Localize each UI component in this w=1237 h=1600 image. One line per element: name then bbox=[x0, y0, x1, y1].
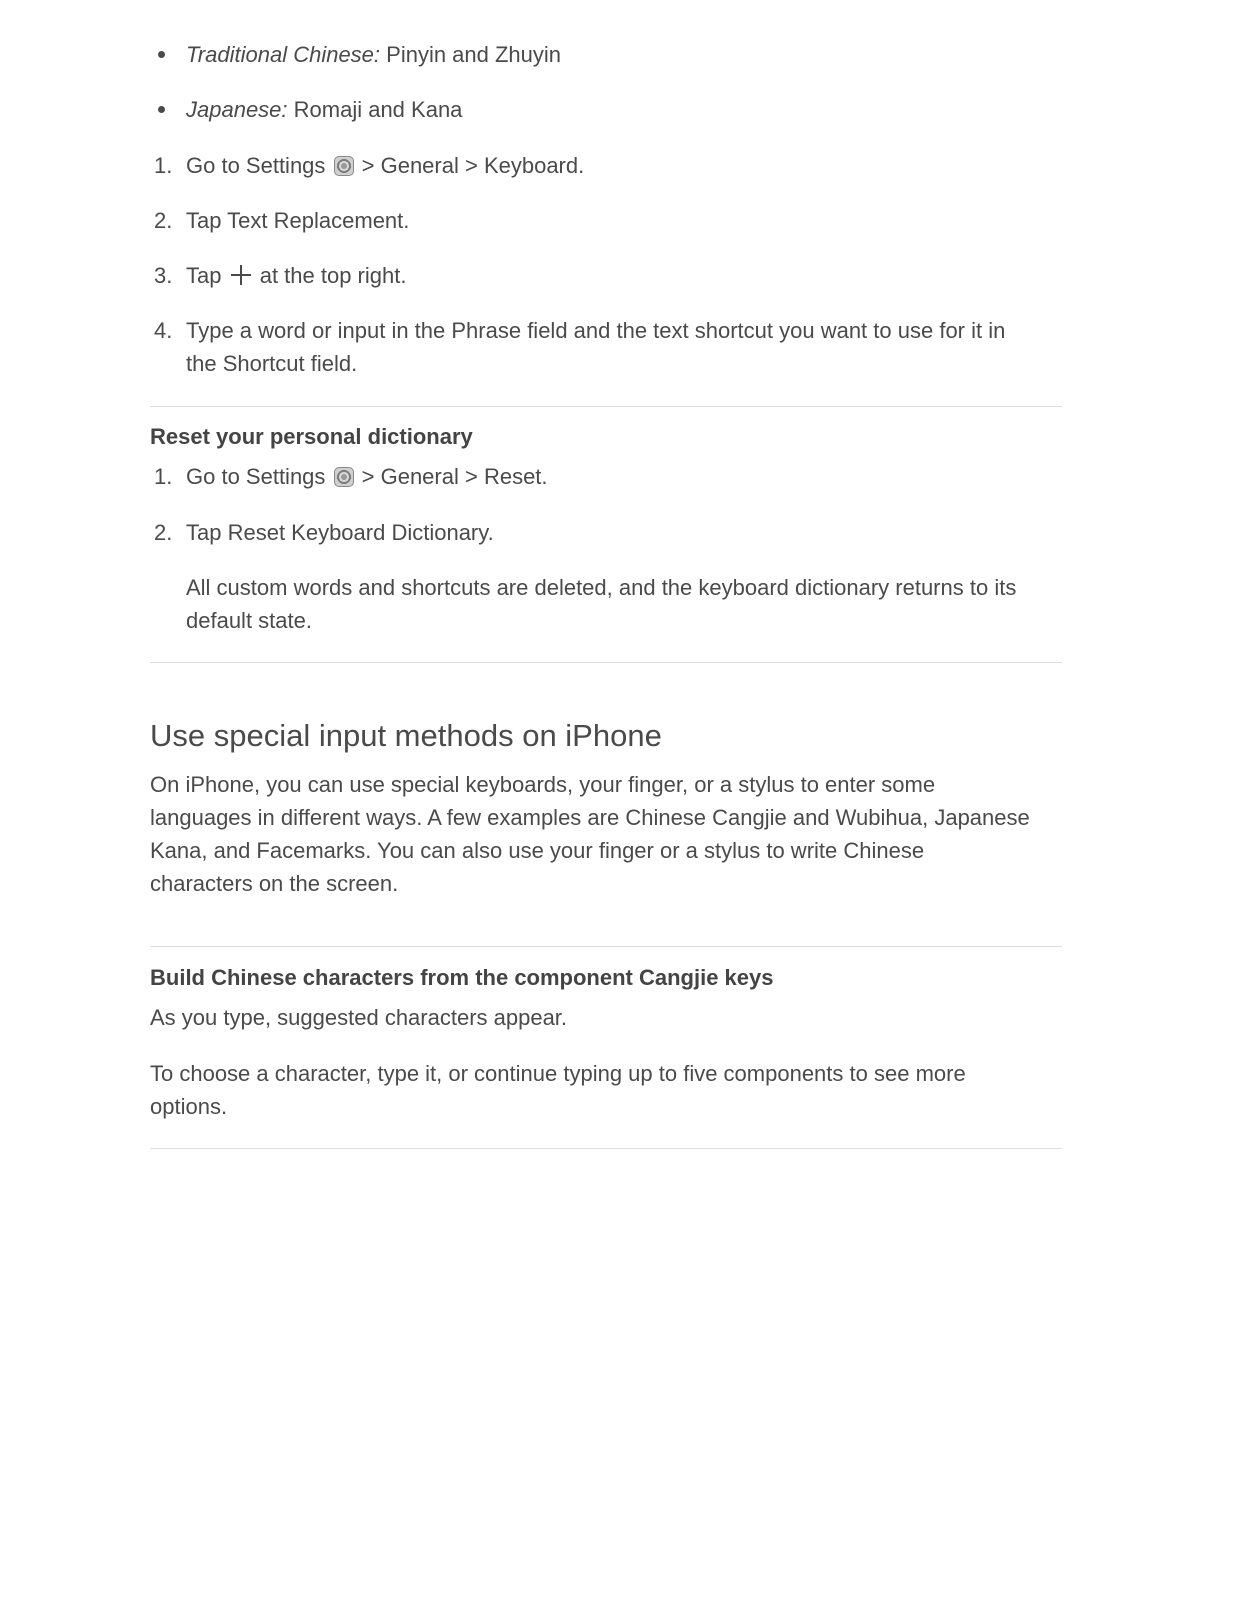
settings-gear-icon bbox=[334, 467, 354, 487]
section-heading: Build Chinese characters from the component Cangjie keys bbox=[150, 965, 774, 990]
divider bbox=[150, 1148, 1062, 1149]
paragraph-line: characters on the screen. bbox=[150, 871, 399, 896]
step-text bbox=[186, 259, 1062, 292]
step-text-line: Type a word or input in the Phrase field and the text shortcut you want to use for it in bbox=[186, 318, 1006, 343]
plus-icon bbox=[230, 264, 252, 286]
step-number: 2. bbox=[154, 208, 173, 233]
bullet-value: Romaji and Kana bbox=[287, 97, 463, 122]
bullet-label: Traditional Chinese: bbox=[186, 42, 381, 67]
paragraph-line: Kana, and Facemarks. You can also use your finger or a stylus to write Chinese bbox=[150, 838, 925, 863]
step-number: 1. bbox=[154, 153, 173, 178]
settings-gear-icon bbox=[334, 156, 354, 176]
step-number: 4. bbox=[154, 318, 173, 343]
paragraph-line: options. bbox=[150, 1094, 228, 1119]
step-text bbox=[186, 460, 1062, 493]
paragraph-line: On iPhone, you can use special keyboards, your finger, or a stylus to enter some bbox=[150, 772, 936, 797]
bullet-dot bbox=[158, 106, 165, 113]
section-title: Use special input methods on iPhone bbox=[150, 718, 662, 753]
section-heading: Reset your personal dictionary bbox=[150, 424, 473, 449]
bullet-value: Pinyin and Zhuyin bbox=[380, 42, 562, 67]
step-text-after: > General > Keyboard. bbox=[355, 153, 585, 178]
step-number: 3. bbox=[154, 263, 173, 288]
divider bbox=[150, 946, 1062, 947]
paragraph-line: As you type, suggested characters appear. bbox=[150, 1005, 568, 1030]
paragraph-line: To choose a character, type it, or continue typing up to five components to see more bbox=[150, 1061, 966, 1086]
step-note-line: default state. bbox=[186, 608, 312, 633]
step-text-before: Go to Settings bbox=[186, 153, 332, 178]
step-note-line: All custom words and shortcuts are deleted, and the keyboard dictionary returns to its bbox=[186, 575, 1017, 600]
step-text-line: the Shortcut field. bbox=[186, 351, 358, 376]
step-text: Tap Reset Keyboard Dictionary. bbox=[186, 520, 494, 545]
divider bbox=[150, 406, 1062, 407]
step-text-before: Go to Settings bbox=[186, 464, 332, 489]
step-text-before: Tap bbox=[186, 263, 228, 288]
bullet-text bbox=[186, 93, 1062, 126]
bullet-label: Japanese: bbox=[186, 97, 288, 122]
paragraph-line: languages in different ways. A few examples are Chinese Cangjie and Wubihua, Japanese bbox=[150, 805, 1030, 830]
bullet-text bbox=[186, 38, 1062, 71]
step-text-after: > General > Reset. bbox=[355, 464, 548, 489]
divider bbox=[150, 662, 1062, 663]
step-text: Tap Text Replacement. bbox=[186, 208, 410, 233]
step-number: 2. bbox=[154, 520, 173, 545]
step-number: 1. bbox=[154, 464, 173, 489]
step-text-after: at the top right. bbox=[253, 263, 407, 288]
bullet-dot bbox=[158, 51, 165, 58]
step-text bbox=[186, 149, 1062, 182]
